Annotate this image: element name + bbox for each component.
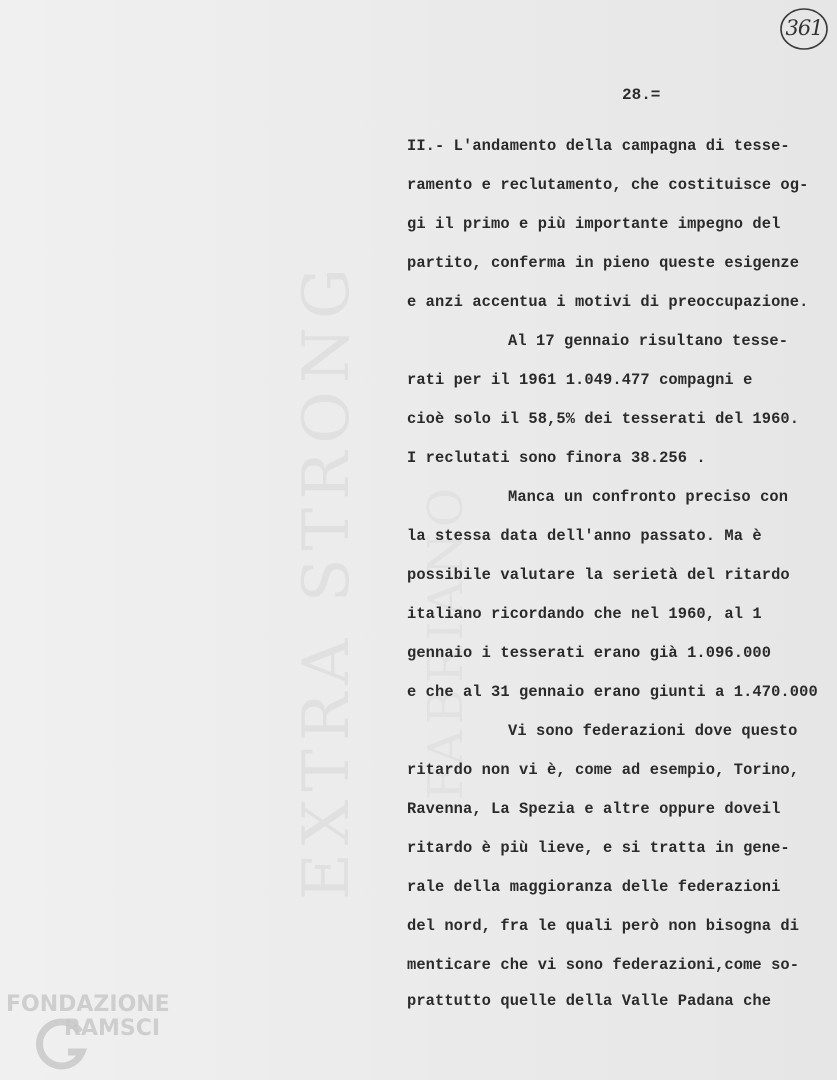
logo-line-2: RAMSCI — [64, 1016, 161, 1041]
text-line: la stessa data dell'anno passato. Ma è — [407, 527, 762, 545]
text-line: gennaio i tesserati erano già 1.096.000 — [407, 644, 772, 662]
paper-watermark: EXTRA STRONG — [290, 259, 364, 900]
text-line: ritardo non vi è, come ad esempio, Torino, — [407, 761, 800, 779]
text-line: partito, conferma in pieno queste esigenze — [407, 254, 800, 272]
text-line: cioè solo il 58,5% dei tesserati del 1960. — [407, 410, 800, 428]
text-line: Manca un confronto preciso con — [508, 488, 789, 506]
fondazione-gramsci-logo — [6, 992, 206, 1072]
page-number: 28.= — [622, 86, 661, 104]
text-line: menticare che vi sono federazioni,come so- — [407, 956, 800, 974]
text-line: II.- L'andamento della campagna di tesse- — [407, 137, 790, 155]
archive-number: 361 — [785, 16, 823, 40]
text-line: Ravenna, La Spezia e altre oppure doveil — [407, 800, 781, 818]
text-line: rati per il 1961 1.049.477 compagni e — [407, 371, 753, 389]
text-line: Vi sono federazioni dove questo — [508, 722, 798, 740]
text-line: gi il primo e più importante impegno del — [407, 215, 781, 233]
text-line: ramento e reclutamento, che costituisce og- — [407, 176, 809, 194]
text-line: possibile valutare la serietà del ritardo — [407, 566, 790, 584]
paper-watermark-secondary: FABRIANO — [418, 481, 474, 800]
text-line: Al 17 gennaio risultano tesse- — [508, 332, 789, 350]
text-line: e anzi accentua i motivi di preoccupazione. — [407, 293, 809, 311]
logo-line-1: FONDAZIONE — [6, 992, 170, 1017]
text-line: prattutto quelle della Valle Padana che — [407, 992, 772, 1010]
text-line: italiano ricordando che nel 1960, al 1 — [407, 605, 762, 623]
text-line: I reclutati sono finora 38.256 . — [407, 449, 706, 467]
text-line: ritardo è più lieve, e si tratta in gene- — [407, 839, 790, 857]
text-line: rale della maggioranza delle federazioni — [407, 878, 781, 896]
text-line: del nord, fra le quali però non bisogna di — [407, 917, 800, 935]
text-line: e che al 31 gennaio erano giunti a 1.470.000 — [407, 683, 818, 701]
